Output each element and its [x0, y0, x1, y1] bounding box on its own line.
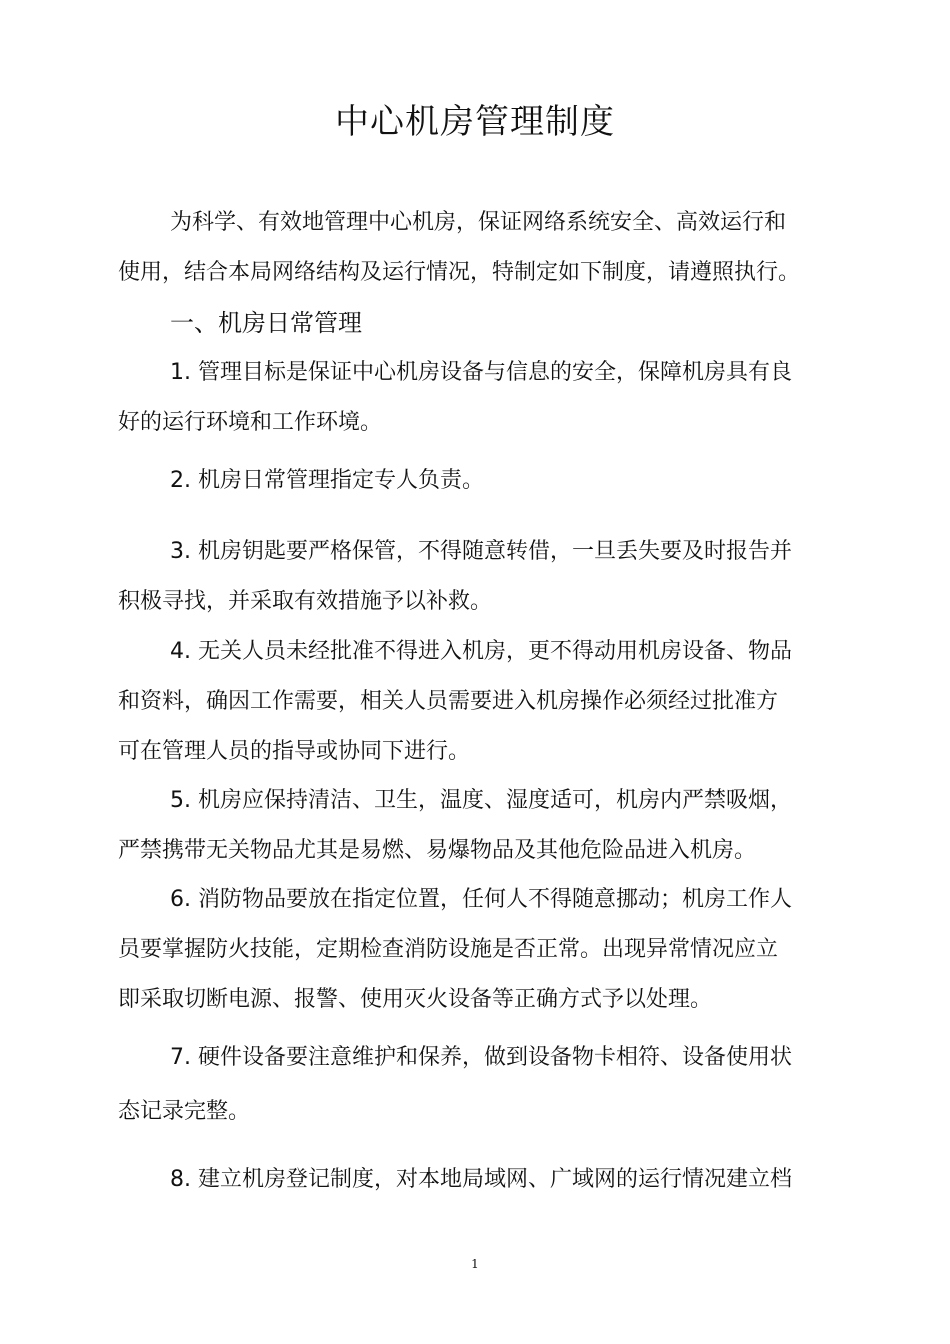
list-item-line: 4. 无关人员未经批准不得进入机房，更不得动用机房设备、物品: [170, 639, 792, 664]
intro-line: 为科学、有效地管理中心机房，保证网络系统安全、高效运行和: [170, 210, 787, 235]
list-item-line: 5. 机房应保持清洁、卫生，温度、湿度适可，机房内严禁吸烟，: [170, 788, 792, 813]
list-item-line: 2. 机房日常管理指定专人负责。: [170, 468, 484, 493]
list-item-line: 严禁携带无关物品尤其是易燃、易爆物品及其他危险品进入机房。: [118, 838, 757, 863]
list-item-line: 员要掌握防火技能，定期检查消防设施是否正常。出现异常情况应立: [118, 937, 779, 962]
list-item-line: 6. 消防物品要放在指定位置，任何人不得随意挪动；机房工作人: [170, 887, 792, 912]
list-item-line: 8. 建立机房登记制度，对本地局域网、广域网的运行情况建立档: [170, 1167, 792, 1192]
list-item-line: 即采取切断电源、报警、使用灭火设备等正确方式予以处理。: [118, 987, 713, 1012]
document-title: 中心机房管理制度: [335, 102, 615, 142]
intro-line: 使用，结合本局网络结构及运行情况，特制定如下制度，请遵照执行。: [118, 260, 801, 285]
page-number: 1: [471, 1257, 479, 1271]
list-item-line: 3. 机房钥匙要严格保管，不得随意转借，一旦丢失要及时报告并: [170, 539, 792, 564]
list-item-line: 1. 管理目标是保证中心机房设备与信息的安全，保障机房具有良: [170, 360, 792, 385]
list-item-line: 可在管理人员的指导或协同下进行。: [118, 739, 471, 764]
section-heading: 一、机房日常管理: [170, 309, 362, 337]
list-item-line: 态记录完整。: [118, 1099, 251, 1124]
list-item-line: 和资料，确因工作需要，相关人员需要进入机房操作必须经过批准方: [118, 689, 779, 714]
list-item-line: 积极寻找，并采取有效措施予以补救。: [118, 589, 493, 614]
list-item-line: 7. 硬件设备要注意维护和保养，做到设备物卡相符、设备使用状: [170, 1045, 792, 1070]
list-item-line: 好的运行环境和工作环境。: [118, 410, 383, 435]
